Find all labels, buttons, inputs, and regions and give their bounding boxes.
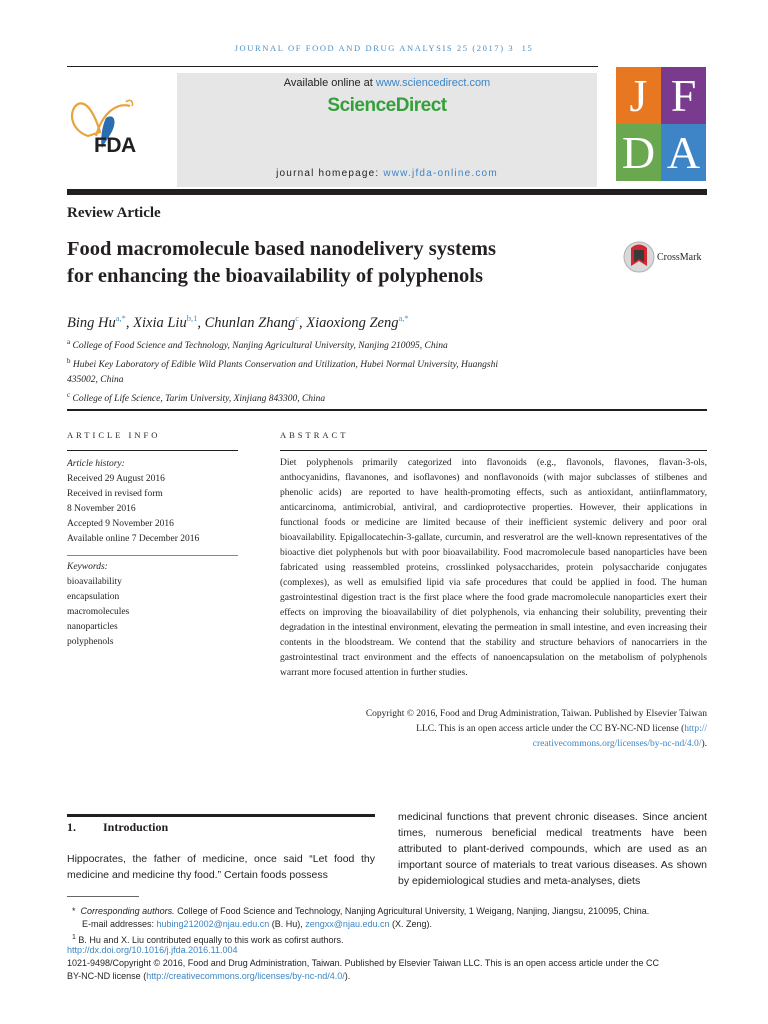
fda-logo-text: FDA <box>94 134 136 157</box>
license-link-part-1[interactable]: http:// <box>684 724 707 734</box>
affiliation-rule <box>67 409 707 411</box>
footnote-emails <box>82 918 702 931</box>
journal-citation: JOURNAL OF FOOD AND DRUG ANALYSIS 25 (2017) 3 15 <box>234 43 534 53</box>
footnote-text: B. Hu and X. Liu contributed equally to this work as cofirst authors. <box>75 935 344 945</box>
issn-line-1: 1021-9498/Copyright © 2016, Food and Drug Administration, Taiwan. Published by Elsevier Taiwan LLC. This is an open access article under the CC <box>67 958 659 968</box>
article-info-heading: ARTICLE INFO <box>67 430 161 440</box>
author-affil-mark[interactable]: c <box>295 313 300 323</box>
journal-homepage <box>177 168 597 179</box>
author-name[interactable]: Bing Hu <box>67 314 116 331</box>
corr-label: Corresponding authors. <box>80 906 175 916</box>
article-history <box>67 457 247 547</box>
keywords-rule <box>67 555 238 556</box>
email-label: E-mail addresses: <box>82 919 157 929</box>
history-item: Received in revised form <box>67 489 163 499</box>
copyright-end: ). <box>701 739 707 749</box>
author-separator: , <box>197 314 205 331</box>
keyword: macromolecules <box>67 607 130 617</box>
abstract-heading: ABSTRACT <box>280 430 349 440</box>
homepage-link[interactable]: www.jfda-online.com <box>383 168 498 179</box>
jfda-letter-d: D <box>616 124 661 181</box>
keyword: polyphenols <box>67 637 114 647</box>
affiliation-b-cont: 435002, China <box>67 375 124 386</box>
issn-copyright <box>67 957 707 983</box>
email-link-hu[interactable]: hubing212002@njau.edu.cn <box>156 919 270 929</box>
sciencedirect-banner <box>177 73 597 187</box>
article-info-rule <box>67 450 238 451</box>
article-title <box>67 236 607 290</box>
abstract-rule <box>280 450 707 451</box>
crossmark-label: CrossMark <box>657 252 702 263</box>
author-name[interactable]: Xiaoxiong Zeng <box>306 314 399 331</box>
sciencedirect-name: ScienceDirect <box>327 95 447 116</box>
intro-heading <box>67 820 168 835</box>
keyword: encapsulation <box>67 592 120 602</box>
affiliation-c: $^c$ College of Life Science, Tarim University, Xinjiang 843300, China <box>67 391 326 405</box>
intro-number: 1. <box>67 820 76 834</box>
copyright-text: LLC. This is an open access article under the CC BY-NC-ND license ( <box>416 724 685 734</box>
footnote-rule <box>67 896 139 897</box>
history-item: Received 29 August 2016 <box>67 474 165 484</box>
crossmark-badge[interactable] <box>622 240 712 276</box>
history-item: Available online 7 December 2016 <box>67 534 200 544</box>
header-thick-rule <box>67 189 707 195</box>
keywords-label: Keywords: <box>67 562 108 572</box>
email-who: (X. Zeng). <box>389 919 432 929</box>
keywords <box>67 560 247 650</box>
title-line-2: for enhancing the bioavailability of polyphenols <box>67 265 483 287</box>
history-label: Article history: <box>67 459 125 469</box>
available-online <box>177 77 597 89</box>
intro-left-column: Hippocrates, the father of medicine, once said “Let food thy medicine and medicine thy food.” Certain foods possess <box>67 853 375 881</box>
author-list <box>67 313 409 332</box>
author-separator: , <box>299 314 307 331</box>
top-rule <box>67 66 598 67</box>
article-type: Review Article <box>67 205 161 221</box>
affiliation-a: $^a$ College of Food Science and Technology, Nanjing Agricultural University, Nanjing 210095, China <box>67 338 448 352</box>
copyright-line-3 <box>280 737 707 752</box>
abstract-copyright <box>280 707 707 752</box>
keyword: bioavailability <box>67 577 122 587</box>
sciencedirect-link[interactable]: www.sciencedirect.com <box>375 77 491 89</box>
fda-logo <box>66 96 162 160</box>
author-affil-mark[interactable]: b,1 <box>186 313 198 323</box>
affiliations <box>67 335 607 407</box>
keyword: nanoparticles <box>67 622 118 632</box>
affiliation-b: $^b$ Hubei Key Laboratory of Edible Wild Plants Conservation and Utilization, Hubei Normal University, Huangshi <box>67 357 498 371</box>
author-affil-mark[interactable]: a,* <box>398 313 409 323</box>
corr-text: College of Food Science and Technology, Nanjing Agricultural University, 1 Weigang, Nanjing, Jiangsu, 210095, China. <box>174 906 650 916</box>
title-line-1: Food macromolecule based nanodelivery systems <box>67 238 496 260</box>
email-link-zeng[interactable]: zengxx@njau.edu.cn <box>305 919 390 929</box>
email-who: (B. Hu), <box>269 919 306 929</box>
affiliation-a-text: College of Food Science and Technology, Nanjing Agricultural University, Nanjing 210095, China <box>72 341 448 352</box>
affiliation-c-text: College of Life Science, Tarim University, Xinjiang 843300, China <box>72 394 326 405</box>
author-name[interactable]: Xixia Liu <box>133 314 187 331</box>
history-item: 8 November 2016 <box>67 504 136 514</box>
jfda-logo <box>616 67 706 181</box>
jfda-letter-f: F <box>661 67 706 124</box>
footnote-corresponding <box>67 905 707 918</box>
intro-rule <box>67 814 375 817</box>
homepage-label: journal homepage: <box>276 168 384 179</box>
issn-end: ). <box>344 971 351 981</box>
copyright-line-1: Copyright © 2016, Food and Drug Administration, Taiwan. Published by Elsevier Taiwan <box>365 709 707 719</box>
jfda-letter-a: A <box>661 124 706 181</box>
crossmark-icon <box>622 240 656 274</box>
copyright-line-2 <box>280 722 707 737</box>
issn-line-2 <box>67 970 707 983</box>
affiliation-b-text: Hubei Key Laboratory of Edible Wild Plants Conservation and Utilization, Hubei Normal University, Huangshi <box>72 360 498 371</box>
issn-text: BY-NC-ND license ( <box>67 971 147 981</box>
footnote-mark: 1 <box>72 934 76 941</box>
intro-right-column: medicinal functions that prevent chronic diseases. Since ancient times, numerous beneficial medical treatments have been attributed to plant-derived compounds, which are used as an important source of materials to treat various diseases. As shown by epidemiological studies and meta-analyses, diets <box>398 811 707 887</box>
jfda-letter-j: J <box>616 67 661 124</box>
intro-title: Introduction <box>103 820 169 834</box>
history-item: Accepted 9 November 2016 <box>67 519 174 529</box>
author-separator: , <box>125 314 134 331</box>
issn-license-link[interactable]: http://creativecommons.org/licenses/by-nc-nd/4.0/ <box>146 971 345 981</box>
doi-link[interactable]: http://dx.doi.org/10.1016/j.jfda.2016.11.004 <box>67 945 238 955</box>
abstract-text: Diet polyphenols primarily categorized into flavonoids (e.g., flavonols, flavones, flavan-3-ols, anthocyanidins, flavanones, and isoflavones) and nonflavonoids (with major subclasses of stilbenes and phenolic acids) are reported to have health-promoting effects, such as antioxidant, antiinflammatory, anticarcinoma, antimicrobial, antiviral, and cardioprotective properties. However, their applications in functional foods or medicine are limited because of their inefficient systemic delivery and poor oral bioavailability. Epigallocatechin-3-gallate, curcumin, and resveratrol are the well-known representatives of the bioactive diet polyphenols but with poor bioavailability. Food macromolecule based nanoparticles have been fabricated using reassembled proteins, crosslinked polysaccharides, protein polysaccharide conjugates (complexes), as well as emulsified lipid via safe procedures that could be applied in food. The human gastrointestinal digestion tract is the first place where the food grade macromolecule nanoparticles exert their effects on improving the bioavailability of diet polyphenols, via enhancing their solubility, preventing their degradation in the intestinal environment, elevating the permeation in small intestine, and even increasing their contents in the bloodstream. We contend that the stability and structure behaviors of nanocarriers in the gastrointestinal tract environment and the effects of nanoencapsulation on the metabolism of polyphenols warrant more focused attention in further studies. <box>280 458 707 678</box>
available-online-label: Available online at <box>283 77 376 89</box>
author-affil-mark[interactable]: a,* <box>115 313 126 323</box>
corr-mark: * <box>72 906 76 916</box>
license-link-part-2[interactable]: creativecommons.org/licenses/by-nc-nd/4.0/ <box>532 739 702 749</box>
author-name[interactable]: Chunlan Zhang <box>204 314 296 331</box>
